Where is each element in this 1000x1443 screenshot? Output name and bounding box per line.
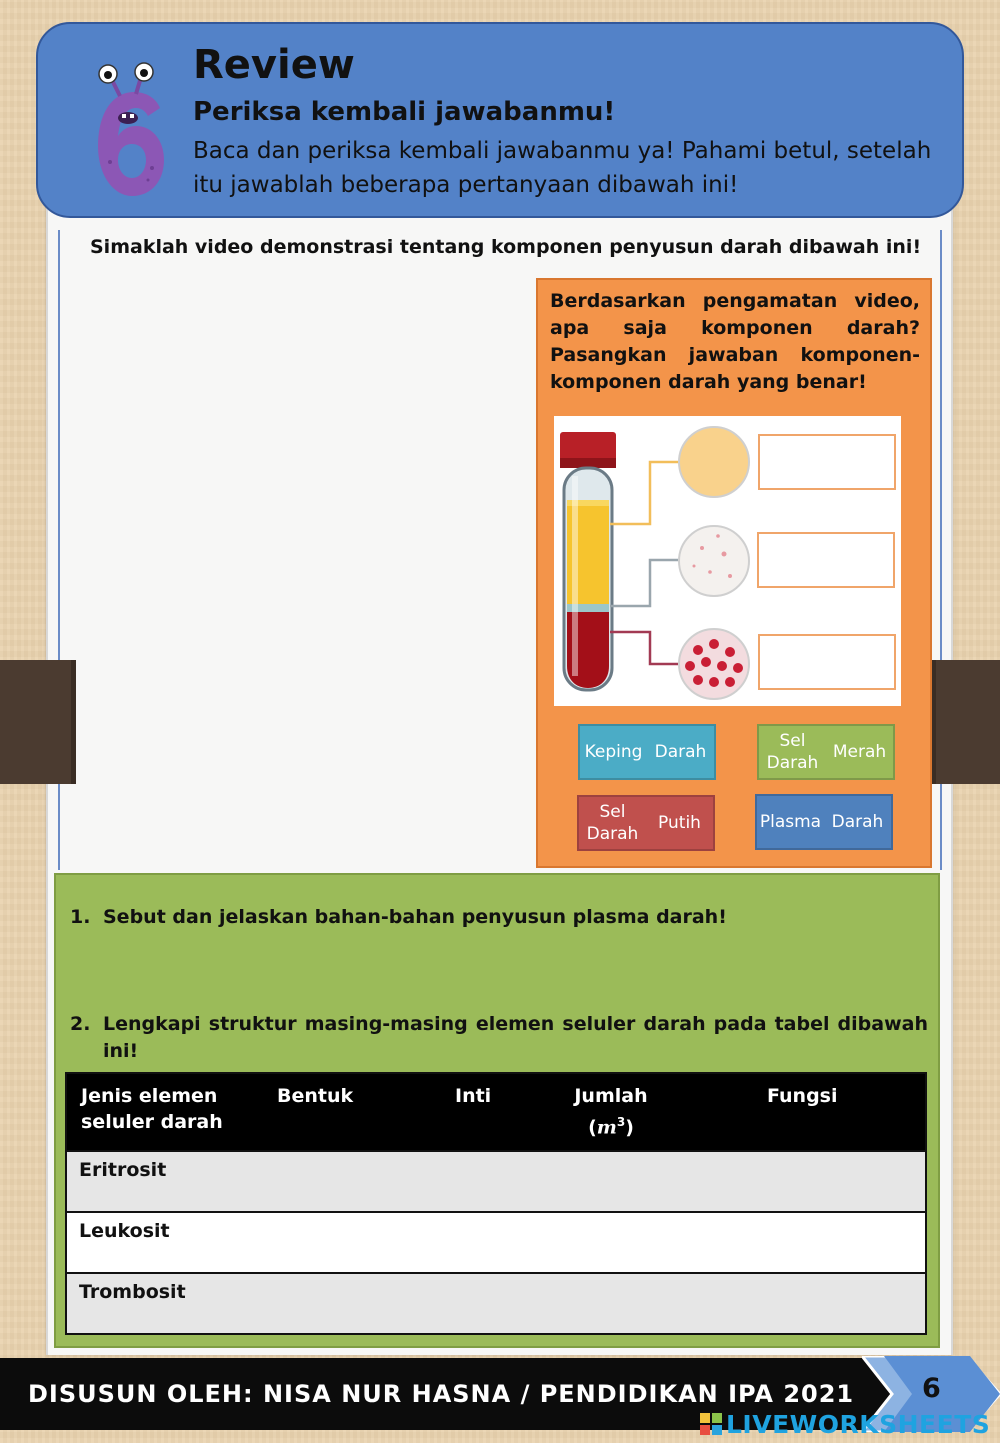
table-header — [67, 1074, 925, 1150]
footer-credit: DISUSUN OLEH: NISA NUR HASNA / PENDIDIKAN IPA 2021 — [28, 1380, 855, 1408]
question-number: 2. — [70, 1013, 91, 1035]
video-instruction: Simaklah video demonstrasi tentang komponen penyusun darah dibawah ini! — [90, 236, 922, 258]
header-subtitle: Periksa kembali jawabanmu! — [193, 97, 616, 127]
option-label-line: Putih — [658, 813, 701, 833]
unit-variable: m — [596, 1116, 617, 1139]
matching-question-line: Pasangkan jawaban komponen- — [550, 344, 920, 366]
option-sel-darah-merah[interactable] — [757, 724, 895, 780]
liveworksheets-logo-icon — [700, 1413, 722, 1435]
option-plasma-darah[interactable] — [755, 794, 893, 850]
matching-question-line: komponen darah yang benar! — [550, 371, 867, 393]
matching-question-line: Berdasarkan pengamatan video, — [550, 290, 920, 312]
option-label-line: Keping — [584, 742, 643, 762]
binder-strap-right — [932, 660, 1000, 784]
option-label-line: Plasma — [759, 812, 822, 832]
answer-drop-box-bottom[interactable] — [758, 634, 896, 690]
header-inti: Inti — [455, 1085, 492, 1107]
option-sel-darah-putih[interactable] — [577, 795, 715, 851]
header-jumlah — [573, 1083, 649, 1140]
header-line: Jumlah — [574, 1085, 648, 1107]
row-label-eritrosit: Eritrosit — [79, 1159, 167, 1181]
question-text: Lengkapi struktur masing-masing elemen seluler darah pada tabel dibawah ini! — [103, 1013, 928, 1062]
eritrosit-answer-cells[interactable] — [267, 1152, 927, 1211]
header-line: Jenis elemen — [81, 1085, 218, 1107]
answer-drop-box-plasma[interactable] — [758, 434, 896, 490]
blood-tube-diagram — [554, 416, 901, 706]
table-row — [67, 1272, 925, 1333]
answer-drop-box-middle[interactable] — [757, 532, 895, 588]
option-label-line: Darah — [654, 742, 707, 762]
option-label-line: Merah — [832, 742, 887, 762]
blood-cell-table — [65, 1072, 927, 1335]
row-label-leukosit: Leukosit — [79, 1220, 170, 1242]
option-keping-darah[interactable] — [578, 724, 716, 780]
header-jenis-elemen — [81, 1083, 223, 1135]
questions-panel — [54, 873, 940, 1348]
header-title: Review — [193, 42, 355, 88]
header-description: Baca dan periksa kembali jawabanmu ya! Pahami betul, setelah itu jawablah beberapa pertanyaan dibawah ini! — [193, 138, 932, 198]
leukosit-answer-cells[interactable] — [267, 1213, 927, 1272]
video-embed-area[interactable] — [64, 278, 532, 868]
matching-question — [550, 288, 920, 396]
question-text: Sebut dan jelaskan bahan-bahan penyusun plasma darah! — [103, 906, 727, 928]
number-six-mascot-icon — [90, 62, 170, 202]
option-label-line: Sel Darah — [586, 802, 639, 844]
question-number: 1. — [70, 906, 91, 928]
question-1 — [70, 904, 930, 931]
header-bentuk: Bentuk — [277, 1085, 354, 1107]
table-row — [67, 1150, 925, 1211]
review-header — [36, 22, 964, 218]
header-fungsi: Fungsi — [767, 1085, 838, 1107]
unit-paren: ) — [625, 1116, 634, 1139]
watermark-text: LIVEWORKSHEETS — [726, 1409, 991, 1439]
matching-question-line: apa saja komponen darah? — [550, 317, 920, 339]
unit-exponent: 3 — [616, 1115, 626, 1129]
option-label-line: Darah — [831, 812, 884, 832]
matching-panel — [536, 278, 932, 868]
question-1-answer-input[interactable] — [104, 941, 924, 995]
option-label-line: Sel Darah — [766, 731, 819, 773]
liveworksheets-watermark — [700, 1410, 990, 1438]
unit-paren: ( — [588, 1116, 597, 1139]
page-number: 6 — [922, 1373, 941, 1404]
header-unit — [573, 1109, 649, 1140]
header-line: seluler darah — [81, 1111, 223, 1133]
question-2 — [70, 1011, 928, 1065]
table-row — [67, 1211, 925, 1272]
trombosit-answer-cells[interactable] — [267, 1274, 927, 1333]
row-label-trombosit: Trombosit — [79, 1281, 186, 1303]
